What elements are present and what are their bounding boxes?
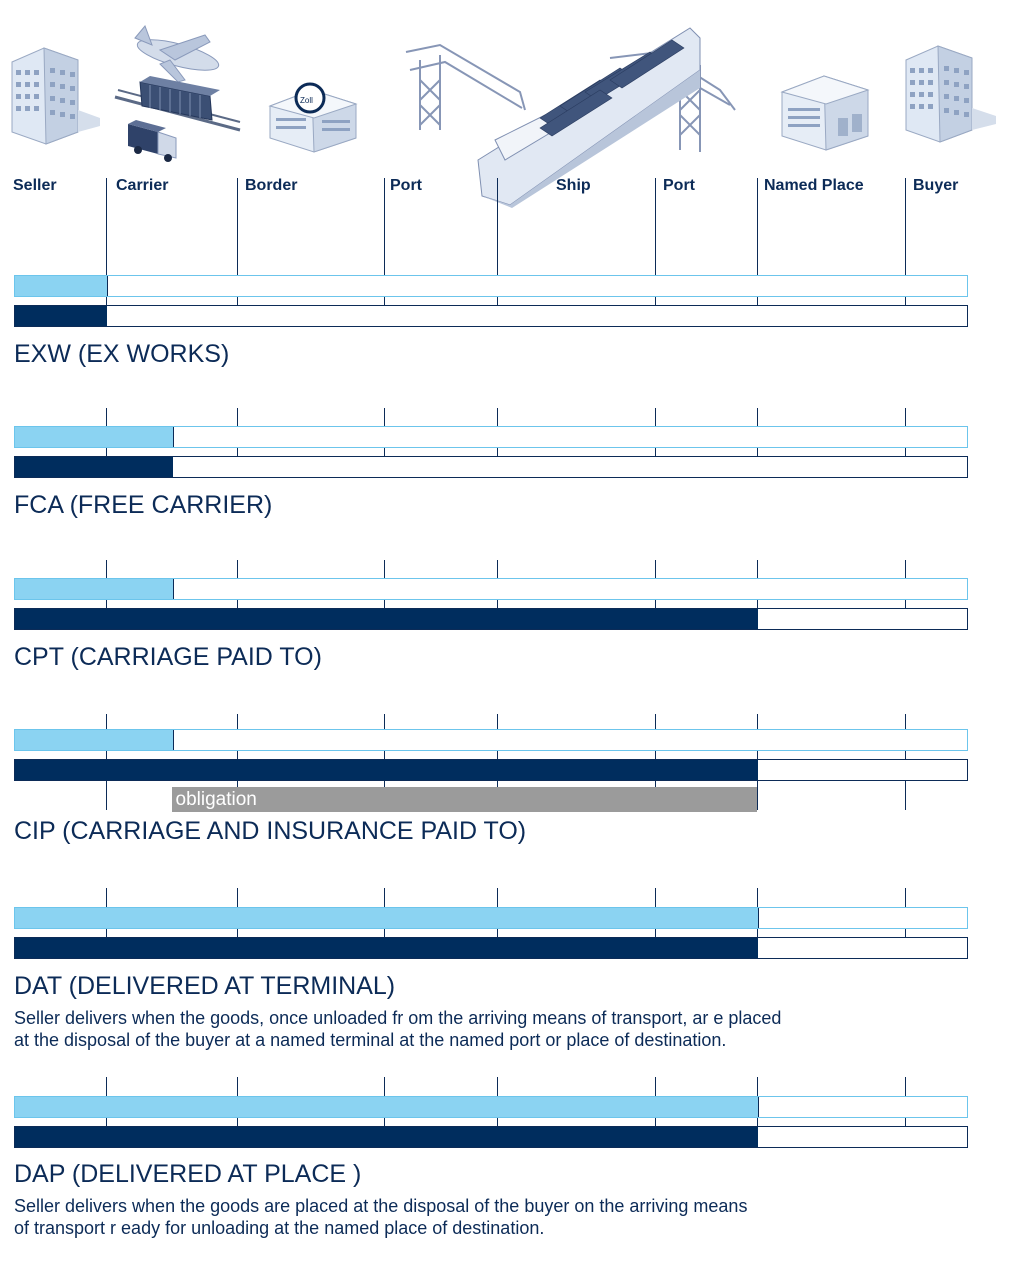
risk-fill xyxy=(15,1097,759,1117)
cost-bar-dat xyxy=(14,937,968,959)
description-line: Seller delivers when the goods are placed at the disposal of the buyer on the arriving means xyxy=(14,1196,748,1216)
cost-bar-fca xyxy=(14,456,968,478)
risk-fill xyxy=(15,427,174,447)
airplane-icon xyxy=(135,26,222,82)
cost-fill xyxy=(15,1127,758,1147)
risk-fill xyxy=(15,908,759,928)
cost-bar-dap xyxy=(14,1126,968,1148)
stage-label-6: Named Place xyxy=(764,177,864,194)
stage-label-5: Port xyxy=(663,177,695,194)
risk-fill xyxy=(15,730,174,750)
cost-bar-exw xyxy=(14,305,968,327)
warehouse-icon xyxy=(782,76,868,150)
description-line: Seller delivers when the goods, once unloaded fr om the arriving means of transport, ar e placed xyxy=(14,1008,782,1028)
term-title-cpt: CPT (CARRIAGE PAID TO) xyxy=(14,643,322,671)
cost-fill xyxy=(15,609,758,629)
seller-building-icon xyxy=(12,48,100,144)
cost-fill xyxy=(15,938,758,958)
svg-text:Zoll: Zoll xyxy=(300,96,313,105)
risk-bar-fca xyxy=(14,426,968,448)
description-line: at the disposal of the buyer at a named terminal at the named port or place of destination. xyxy=(14,1030,727,1050)
term-title-cip: CIP (CARRIAGE AND INSURANCE PAID TO) xyxy=(14,817,527,845)
term-title-exw: EXW (EX WORKS) xyxy=(14,340,230,368)
risk-bar-exw xyxy=(14,275,968,297)
stage-label-2: Border xyxy=(245,177,298,194)
obligation-bar: obligation xyxy=(172,787,758,812)
stage-label-4: Ship xyxy=(556,177,591,194)
risk-bar-cpt xyxy=(14,578,968,600)
risk-fill xyxy=(15,579,174,599)
term-title-fca: FCA (FREE CARRIER) xyxy=(14,491,273,519)
cost-fill xyxy=(15,306,107,326)
risk-bar-cip xyxy=(14,729,968,751)
customs-office-icon xyxy=(270,84,356,152)
term-description-dap xyxy=(14,1195,914,1239)
risk-bar-dat xyxy=(14,907,968,929)
stage-label-0: Seller xyxy=(13,177,57,194)
stage-label-1: Carrier xyxy=(116,177,169,194)
risk-fill xyxy=(15,276,108,296)
stage-label-7: Buyer xyxy=(913,177,959,194)
risk-bar-dap xyxy=(14,1096,968,1118)
description-line: of transport r eady for unloading at the named place of destination. xyxy=(14,1218,545,1238)
truck-icon xyxy=(128,120,176,162)
cost-bar-cpt xyxy=(14,608,968,630)
buyer-building-icon xyxy=(906,46,996,142)
stage-label-3: Port xyxy=(390,177,422,194)
term-description-dat xyxy=(14,1007,914,1051)
term-title-dat: DAT (DELIVERED AT TERMINAL) xyxy=(14,972,396,1000)
term-title-dap: DAP (DELIVERED AT PLACE ) xyxy=(14,1160,362,1188)
cost-fill xyxy=(15,760,758,780)
cost-fill xyxy=(15,457,173,477)
cost-bar-cip xyxy=(14,759,968,781)
